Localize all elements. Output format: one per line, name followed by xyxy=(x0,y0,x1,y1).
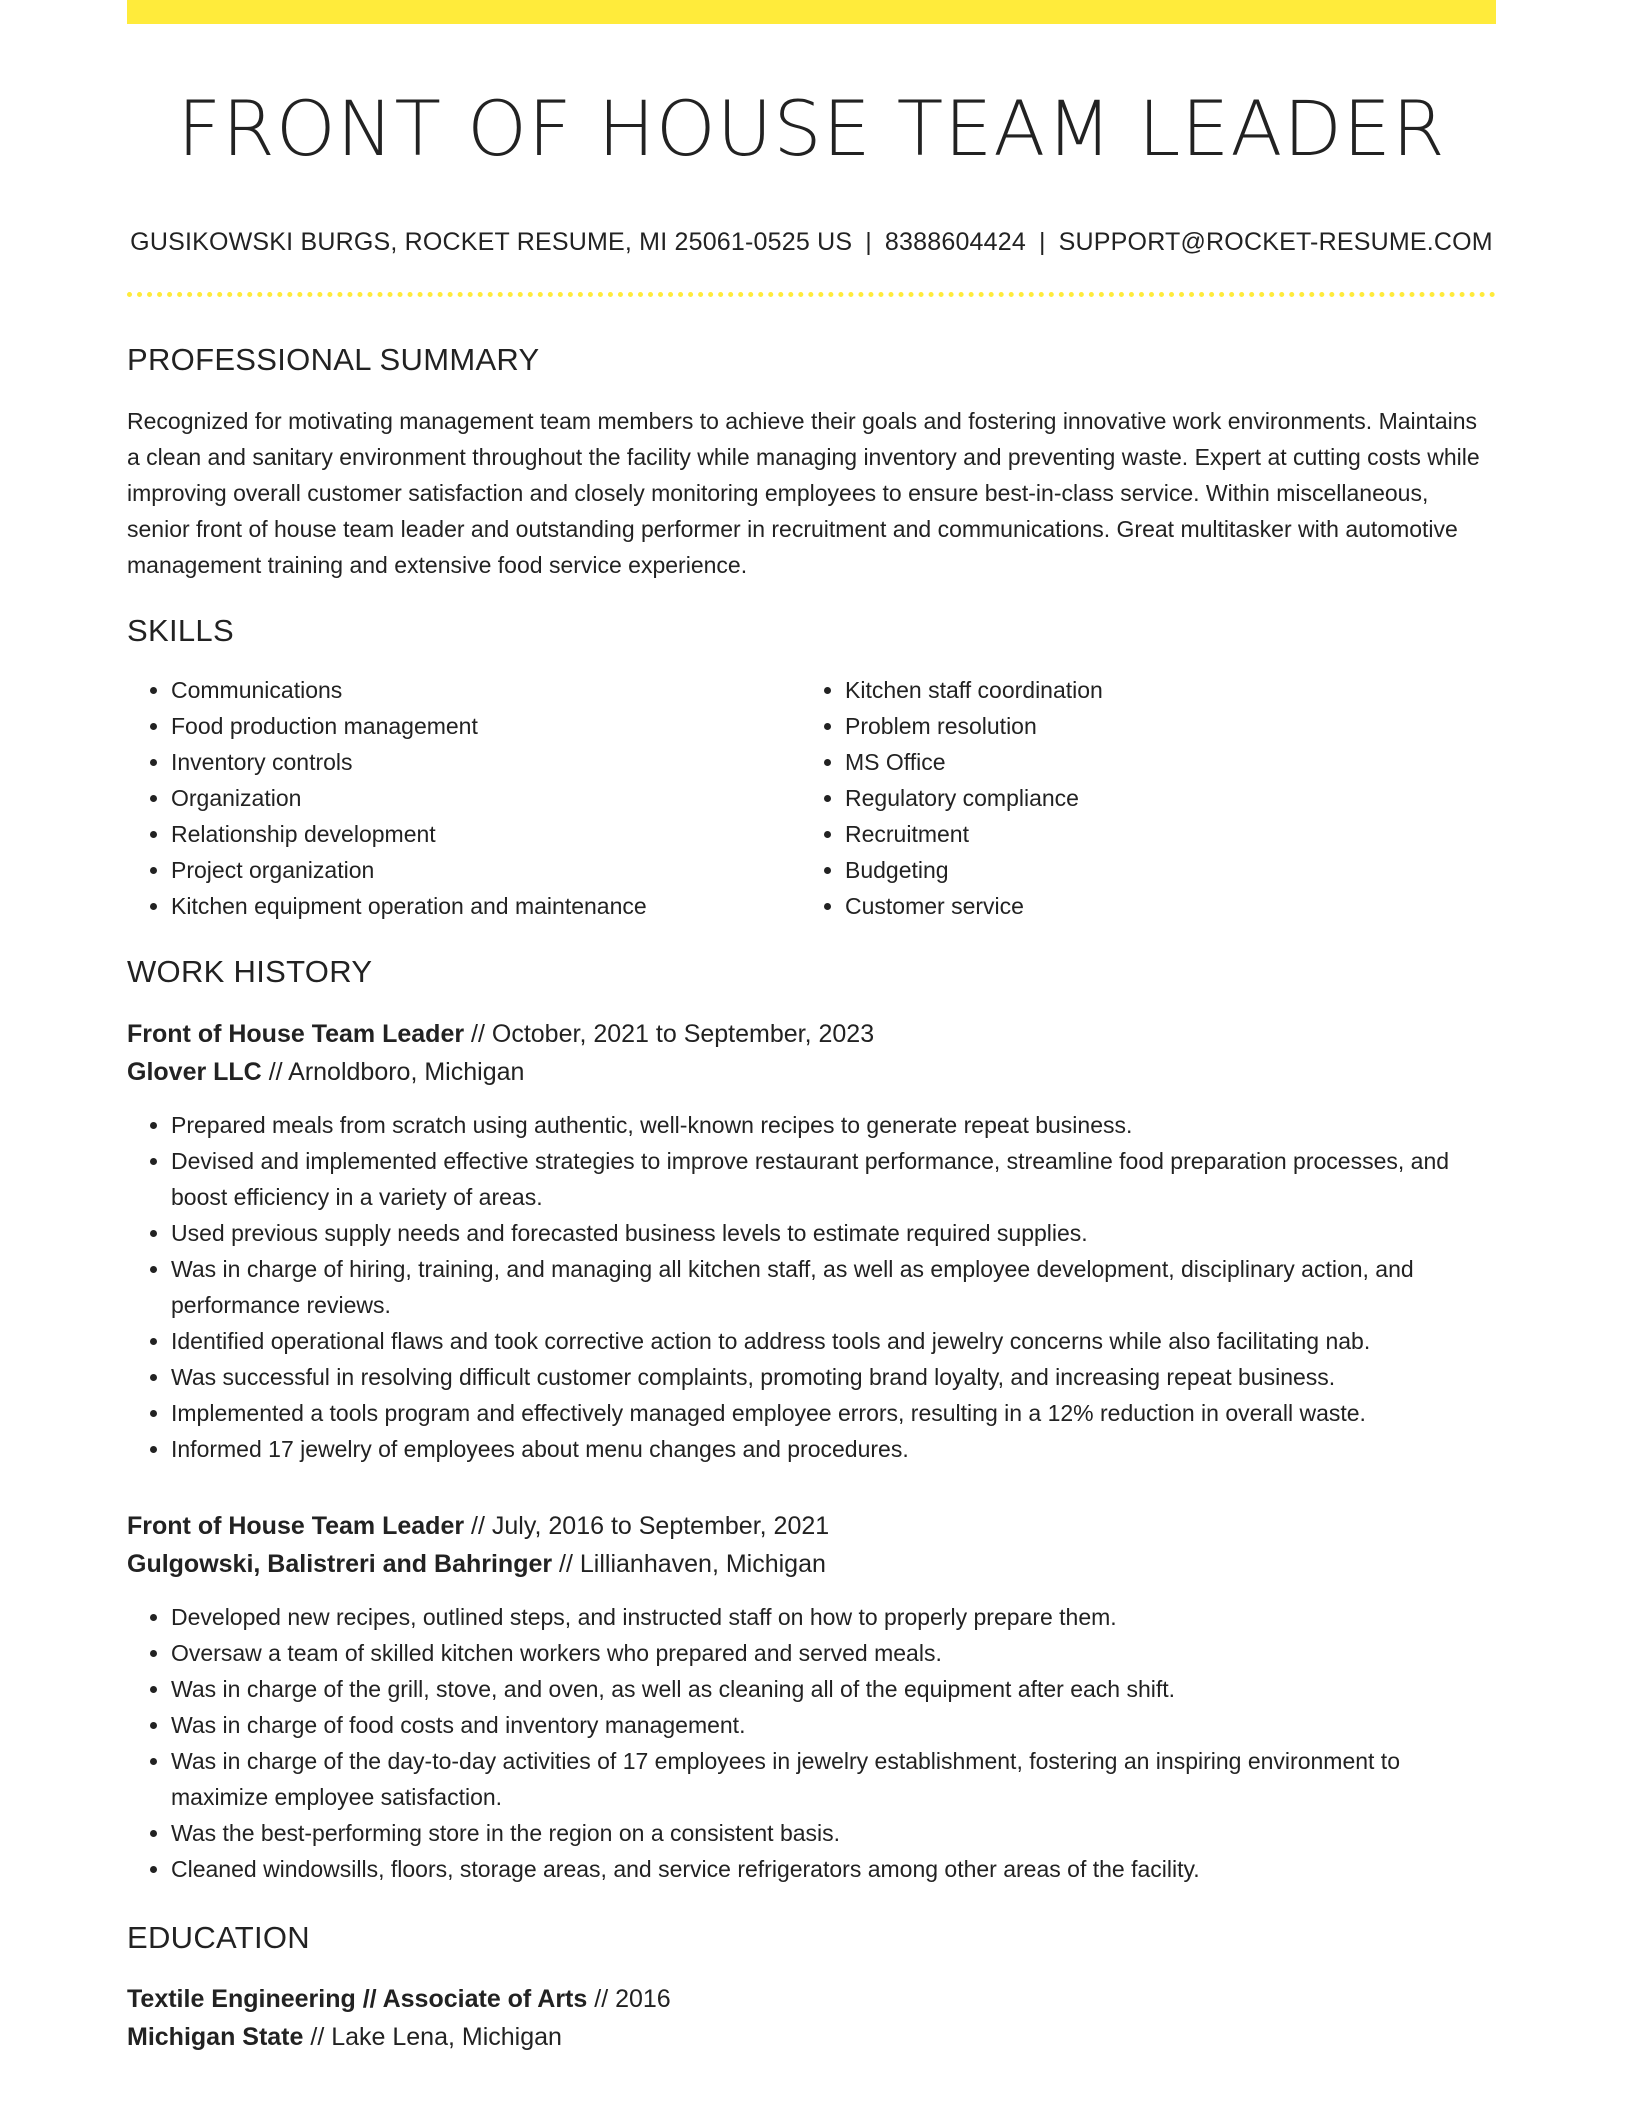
education-entry xyxy=(127,1980,1496,2056)
skills-heading: SKILLS xyxy=(127,613,234,648)
dotted-divider xyxy=(127,292,1496,297)
job-bullet: • Was the best-performing store in the region on a consistent basis. xyxy=(171,1815,1496,1851)
job-bullet: • Devised and implemented effective strategies to improve restaurant performance, streamline food preparation processes, and boost efficiency in a variety of areas. xyxy=(171,1143,1496,1215)
job-entry xyxy=(127,1015,1496,1467)
skill-item: • Communications xyxy=(171,672,801,708)
work-history-heading: WORK HISTORY xyxy=(127,954,373,989)
job-bullet: • Was in charge of food costs and inventory management. xyxy=(171,1707,1496,1743)
job-company: Glover LLC xyxy=(127,1058,262,1086)
field-separator: // xyxy=(552,1550,580,1578)
job-location: Arnoldboro, Michigan xyxy=(288,1058,525,1086)
skills-left-list xyxy=(127,672,801,924)
contact-separator: | xyxy=(865,228,872,256)
job-bullet: • Was in charge of hiring, training, and managing all kitchen staff, as well as employee development, disciplinary action, and performance reviews. xyxy=(171,1251,1496,1323)
resume-name: FRONT OF HOUSE TEAM LEADER xyxy=(177,84,1446,173)
field-separator: // xyxy=(587,1985,616,2013)
skill-item: • Food production management xyxy=(171,708,801,744)
job-bullet: • Informed 17 jewelry of employees about menu changes and procedures. xyxy=(171,1431,1496,1467)
job-bullet: • Identified operational flaws and took corrective action to address tools and jewelry concerns while also facilitating nab. xyxy=(171,1323,1496,1359)
education-degree-line xyxy=(127,1980,1496,2018)
contact-phone[interactable]: 8388604424 xyxy=(884,228,1026,256)
skill-item: • Budgeting xyxy=(845,852,1475,888)
resume-page xyxy=(127,0,1496,2056)
field-separator: // xyxy=(464,1512,492,1540)
skills-columns xyxy=(127,672,1496,924)
job-title-line xyxy=(127,1015,1496,1053)
summary-heading: PROFESSIONAL SUMMARY xyxy=(127,342,540,377)
skill-item: • MS Office xyxy=(845,744,1475,780)
education-school-line xyxy=(127,2018,1496,2056)
field-separator: // xyxy=(261,1058,289,1086)
skill-item: • Customer service xyxy=(845,888,1475,924)
education-year: 2016 xyxy=(615,1985,671,2013)
contact-line xyxy=(127,226,1496,258)
job-bullet: • Used previous supply needs and forecasted business levels to estimate required supplies. xyxy=(171,1215,1496,1251)
skill-item: • Regulatory compliance xyxy=(845,780,1475,816)
education-heading: EDUCATION xyxy=(127,1920,310,1955)
contact-separator: | xyxy=(1038,228,1046,256)
education-school: Michigan State xyxy=(127,2023,304,2051)
job-role: Front of House Team Leader xyxy=(127,1020,465,1048)
field-separator: // xyxy=(303,2023,332,2051)
job-bullet: • Was in charge of the day-to-day activities of 17 employees in jewelry establishment, fostering an inspiring environment to maximize employee satisfaction. xyxy=(171,1743,1496,1815)
skill-item: • Relationship development xyxy=(171,816,801,852)
skill-item: • Kitchen staff coordination xyxy=(845,672,1475,708)
job-bullet: • Oversaw a team of skilled kitchen workers who prepared and served meals. xyxy=(171,1635,1496,1671)
skill-item: • Problem resolution xyxy=(845,708,1475,744)
job-role: Front of House Team Leader xyxy=(127,1512,465,1540)
job-bullets xyxy=(127,1599,1496,1887)
skill-item: • Inventory controls xyxy=(171,744,801,780)
skill-item: • Kitchen equipment operation and maintenance xyxy=(171,888,801,924)
job-company: Gulgowski, Balistreri and Bahringer xyxy=(127,1550,553,1578)
education-location: Lake Lena, Michigan xyxy=(331,2023,562,2051)
job-bullets xyxy=(127,1107,1496,1467)
job-bullet: • Was successful in resolving difficult customer complaints, promoting brand loyalty, and increasing repeat business. xyxy=(171,1359,1496,1395)
summary-text: Recognized for motivating management team members to achieve their goals and fostering innovative work environments. Maintains a clean and sanitary environment throughout the facility while managing inventory and preventing waste. Expert at cutting costs while improving overall customer satisfaction and closely monitoring employees to ensure best-in-class service. Within miscellaneous, senior front of house team leader and outstanding performer in recruitment and communications. Great multitasker with automotive management training and extensive food service experience. xyxy=(127,408,1480,578)
contact-address: GUSIKOWSKI BURGS, ROCKET RESUME, MI 25061-0525 US xyxy=(130,228,853,256)
job-entry xyxy=(127,1507,1496,1887)
job-bullet: • Was in charge of the grill, stove, and oven, as well as cleaning all of the equipment after each shift. xyxy=(171,1671,1496,1707)
job-bullet: • Cleaned windowsills, floors, storage areas, and service refrigerators among other areas of the facility. xyxy=(171,1851,1496,1887)
job-bullet: • Developed new recipes, outlined steps, and instructed staff on how to properly prepare them. xyxy=(171,1599,1496,1635)
skill-item: • Organization xyxy=(171,780,801,816)
skill-item: • Project organization xyxy=(171,852,801,888)
job-company-line xyxy=(127,1053,1496,1091)
skill-item: • Recruitment xyxy=(845,816,1475,852)
job-location: Lillianhaven, Michigan xyxy=(579,1550,826,1578)
job-dates: October, 2021 to September, 2023 xyxy=(491,1020,875,1048)
education-degree: Textile Engineering // Associate of Arts xyxy=(127,1985,588,2013)
job-dates: July, 2016 to September, 2021 xyxy=(491,1512,830,1540)
skills-right-list xyxy=(801,672,1475,924)
job-bullet: • Implemented a tools program and effectively managed employee errors, resulting in a 12% reduction in overall waste. xyxy=(171,1395,1496,1431)
field-separator: // xyxy=(464,1020,492,1048)
job-bullet: • Prepared meals from scratch using authentic, well-known recipes to generate repeat business. xyxy=(171,1107,1496,1143)
contact-email[interactable]: SUPPORT@ROCKET-RESUME.COM xyxy=(1058,228,1493,256)
job-company-line xyxy=(127,1545,1496,1583)
top-accent-bar xyxy=(127,0,1496,24)
job-title-line xyxy=(127,1507,1496,1545)
